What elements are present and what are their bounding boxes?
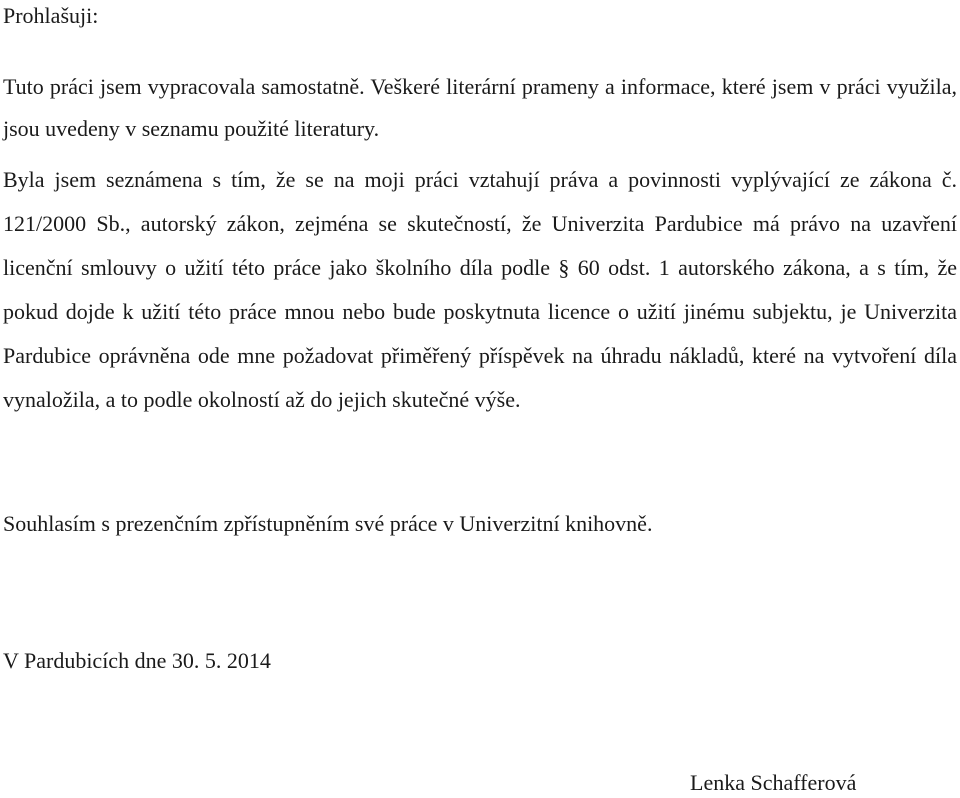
place-and-date: V Pardubicích dne 30. 5. 2014	[3, 648, 271, 673]
author-signature: Lenka Schafferová	[690, 770, 857, 795]
paragraph-independent-work: Tuto práci jsem vypracovala samostatně. Veškeré literární prameny a informace, které jsem v práci využila, jsou uvedeny v seznamu použité literatury.	[3, 74, 957, 141]
declaration-heading: Prohlašuji:	[3, 3, 99, 28]
paragraph-copyright-law: Byla jsem seznámena s tím, že se na moji práci vztahují práva a povinnosti vyplývající ze zákona č. 121/2000 Sb., autorský zákon, zejména se skutečností, že Univerzita Pardubice má právo na uzavření licenční smlouvy o užití této práce jako školního díla podle § 60 odst. 1 autorského zákona, a s tím, že pokud dojde k užití této práce mnou nebo bude poskytnuta licence o užití jinému subjektu, je Univerzita Pardubice oprávněna ode mne požadovat přiměřený příspěvek na úhradu nákladů, které na vytvoření díla vynaložila, a to podle okolností až do jejich skutečné výše.	[3, 167, 957, 412]
paragraph-library-consent: Souhlasím s prezenčním zpřístupněním své práce v Univerzitní knihovně.	[3, 511, 653, 536]
